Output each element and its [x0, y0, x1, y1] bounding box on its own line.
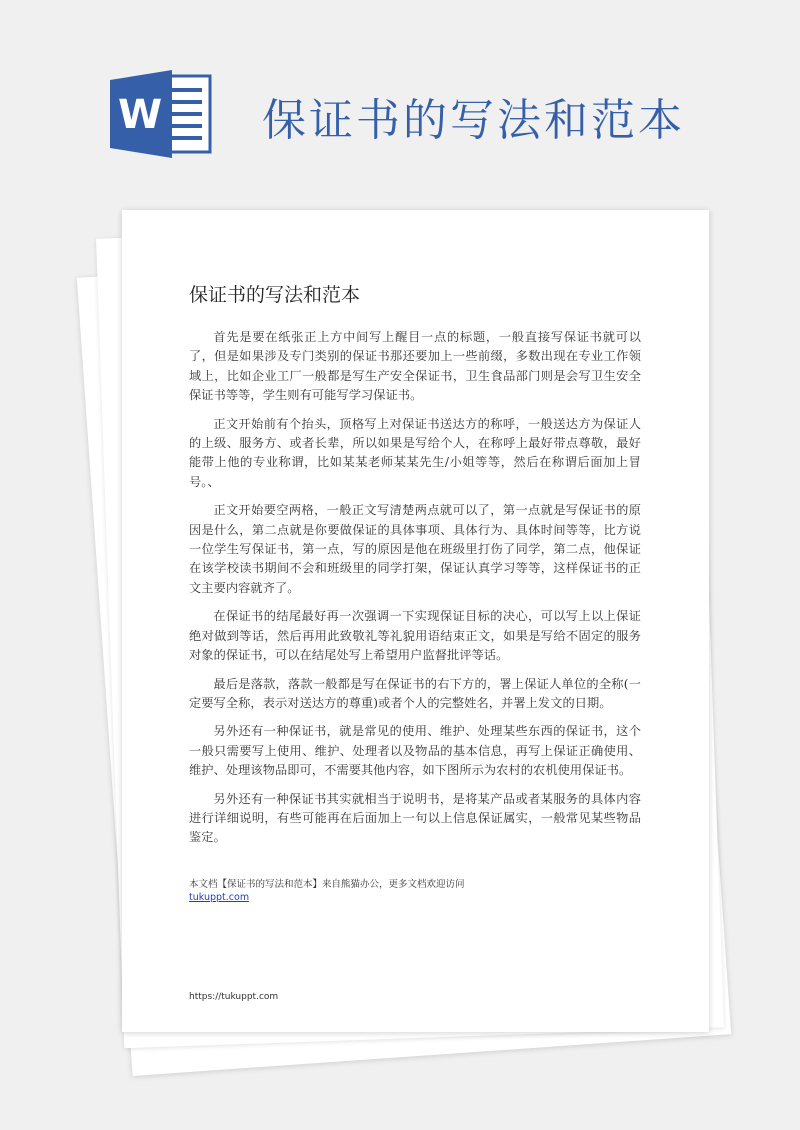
page-title: 保证书的写法和范本 — [262, 95, 685, 146]
paragraph: 首先是要在纸张正上方中间写上醒目一点的标题，一般直接写保证书就可以了，但是如果涉及专门类别的保证书那还要加上一些前缀，多数出现在专业工作领域上，比如企业工厂一般都是写生产安全保证书，卫生食品部门则是会写卫生安全保证书等等，学生则有可能写学习保证书。 — [189, 330, 641, 403]
paragraph: 正文开始前有个抬头，顶格写上对保证书送达方的称呼，一般送达方为保证人的上级、服务方、或者长辈，所以如果是写给个人，在称呼上最好带点尊敬，最好能带上他的专业称谓，比如某某老师某某先生/小姐等等，然后在称谓后面加上冒号。、 — [189, 416, 641, 489]
footer-link[interactable]: tukuppt.com — [189, 892, 250, 903]
footer-note — [189, 878, 659, 904]
paragraph: 正文开始要空两格，一般正文写清楚两点就可以了，第一点就是写保证书的原因是什么，第二点就是你要做保证的具体事项、具体行为、具体时间等等，比方说一位学生写保证书，第一点，写的原因是他在班级里打伤了同学，第二点，他保证在该学校读书期间不会和班级里的同学打架，保证认真学习等等，这样保证书的正文主要内容就齐了。 — [189, 503, 641, 595]
bottom-url: https://tukuppt.com — [189, 992, 279, 1002]
paragraph: 另外还有一种保证书，就是常见的使用、维护、处理某些东西的保证书，这个一般只需要写上使用、维护、处理者以及物品的基本信息，再写上保证正确使用、维护、处理该物品即可，不需要其他内容，如下图所示为农村的农机使用保证书。 — [189, 724, 641, 778]
document-body — [189, 328, 641, 857]
paragraph: 在保证书的结尾最好再一次强调一下实现保证目标的决心，可以写上以上保证绝对做到等话，然后再用此致敬礼等礼貌用语结束正文，如果是写给不固定的服务对象的保证书，可以在结尾处写上希望用户监督批评等话。 — [189, 609, 641, 663]
word-logo-letter: W — [117, 92, 163, 138]
footer-note-text: 本文档【保证书的写法和范本】来自熊猫办公，更多文档欢迎访问 — [189, 879, 465, 890]
paragraph: 最后是落款，落款一般都是写在保证书的右下方的，署上保证人单位的全称(一定要写全称，表示对送达方的尊重)或者个人的完整姓名，并署上发文的日期。 — [189, 676, 641, 710]
document-title: 保证书的写法和范本 — [189, 284, 361, 306]
word-icon — [110, 70, 214, 158]
paragraph: 另外还有一种保证书其实就相当于说明书，是将某产品或者某服务的具体内容进行详细说明，有些可能再在后面加上一句以上信息保证属实，一般常见某些物品鉴定。 — [189, 791, 641, 845]
document-page — [122, 210, 709, 1032]
